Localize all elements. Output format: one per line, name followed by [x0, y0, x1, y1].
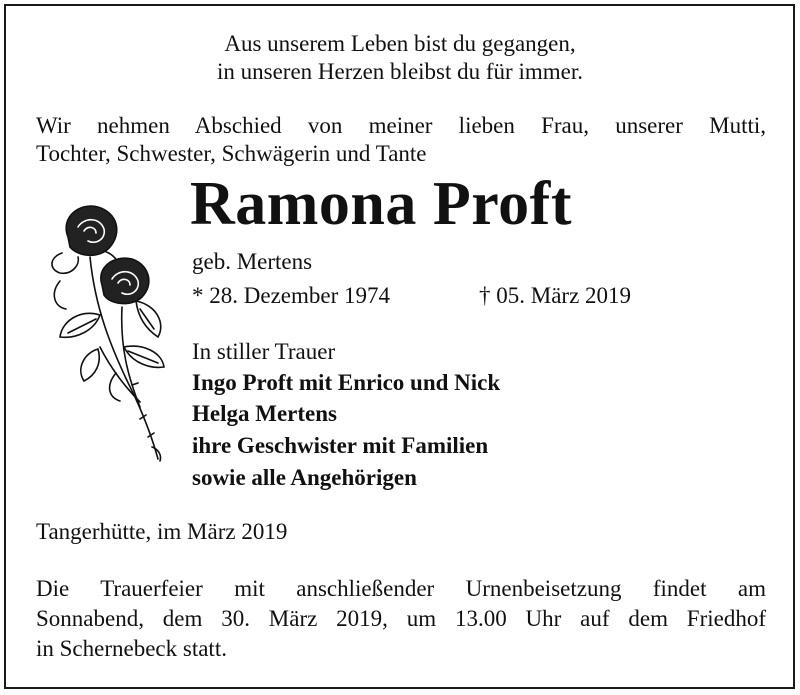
maiden-name: geb. Mertens — [192, 249, 313, 274]
mourner-line: sowie alle Angehörigen — [192, 465, 417, 490]
mourner-line: Ingo Proft mit Enrico und Nick — [192, 370, 501, 395]
birth-date: * 28. Dezember 1974 — [192, 283, 390, 308]
service-line-3: in Schernebeck statt. — [36, 636, 227, 661]
deceased-name: Ramona Proft — [190, 170, 572, 238]
mourners-heading: In stiller Trauer — [192, 339, 336, 364]
mourner-line: Helga Mertens — [192, 401, 337, 426]
intro-line-1: Wir nehmen Abschied von meiner lieben Frau, unserer Mutti, — [36, 113, 766, 138]
place-date: Tangerhütte, im März 2019 — [36, 519, 288, 544]
death-date: † 05. März 2019 — [479, 283, 632, 308]
intro-line-2: Tochter, Schwester, Schwägerin und Tante — [36, 141, 427, 166]
mourner-line: ihre Geschwister mit Familien — [192, 433, 489, 458]
verse-line-1: Aus unserem Leben bist du gegangen, — [224, 31, 576, 56]
service-line-1: Die Trauerfeier mit anschließender Urnenbeisetzung findet am — [36, 576, 766, 601]
verse-line-2: in unseren Herzen bleibst du für immer. — [217, 59, 583, 84]
rose-illustration-icon — [40, 197, 170, 465]
service-line-2: Sonnabend, dem 30. März 2019, um 13.00 Uhr auf dem Friedhof — [36, 606, 766, 631]
